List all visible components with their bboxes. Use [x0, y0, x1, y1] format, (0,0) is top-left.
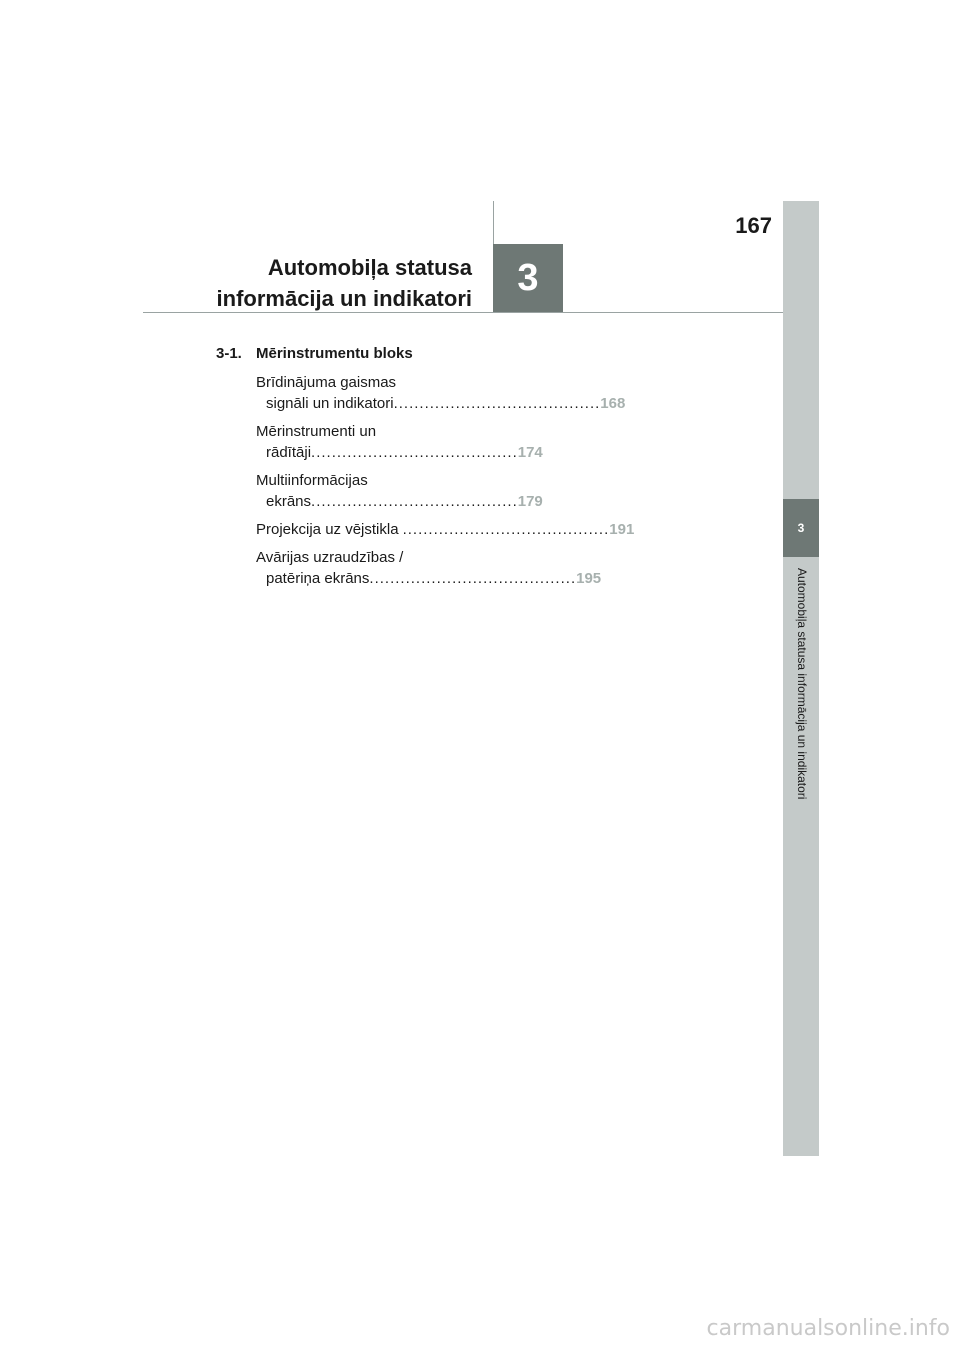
toc-entry-title: Avārijas uzraudzības /	[256, 549, 404, 566]
header-divider-horizontal	[143, 312, 783, 313]
page-number: 167	[735, 213, 772, 238]
toc-entry-title-cont: rādītāji	[266, 444, 312, 461]
toc-entry-title-cont: signāli un indikatori	[266, 395, 394, 412]
toc-entry-title: Mērinstrumenti un	[256, 423, 377, 440]
side-tab-text: Automobiļa statusa informācija un indikatori	[795, 568, 809, 800]
toc-page-link[interactable]: 195	[576, 570, 602, 587]
toc-leader-dots: ........................................	[369, 570, 577, 587]
toc-entry-title-cont: patēriņa ekrāns	[266, 570, 370, 587]
toc-page-link[interactable]: 174	[517, 444, 543, 461]
side-tab-number[interactable]: 3	[783, 499, 819, 557]
chapter-number-box: 3	[493, 244, 563, 313]
toc-entry[interactable]	[256, 421, 543, 463]
toc-section-heading	[216, 343, 468, 365]
toc-leader-dots: ........................................	[402, 521, 610, 538]
toc-leader-dots: ........................................	[311, 493, 518, 510]
toc-section-number: 3-1.	[216, 345, 242, 362]
toc-page-link[interactable]: 179	[517, 493, 543, 510]
chapter-title-line2: informācija un indikatori	[216, 286, 472, 311]
chapter-title-line1: Automobiļa statusa	[267, 255, 472, 280]
chapter-title	[180, 252, 472, 314]
toc-page-link[interactable]: 168	[600, 395, 626, 412]
toc-section-title: Mērinstrumentu bloks	[256, 345, 413, 362]
toc-entry-title-cont: ekrāns	[266, 493, 312, 510]
toc-leader-dots: ........................................	[311, 444, 518, 461]
toc-entry[interactable]	[256, 519, 635, 540]
toc-entry[interactable]	[256, 372, 626, 414]
toc-entry[interactable]	[256, 470, 543, 512]
watermark: carmanualsonline.info	[706, 1316, 950, 1341]
toc-entry[interactable]	[256, 547, 602, 589]
toc-entry-title: Multiinformācijas	[256, 472, 368, 489]
toc-leader-dots: ........................................	[393, 395, 601, 412]
table-of-contents	[216, 343, 635, 589]
header-divider-vertical	[493, 201, 494, 245]
toc-page-link[interactable]: 191	[609, 521, 635, 538]
toc-entry-title: Projekcija uz vējstikla	[256, 521, 399, 538]
toc-entry-title: Brīdinājuma gaismas	[256, 374, 397, 391]
